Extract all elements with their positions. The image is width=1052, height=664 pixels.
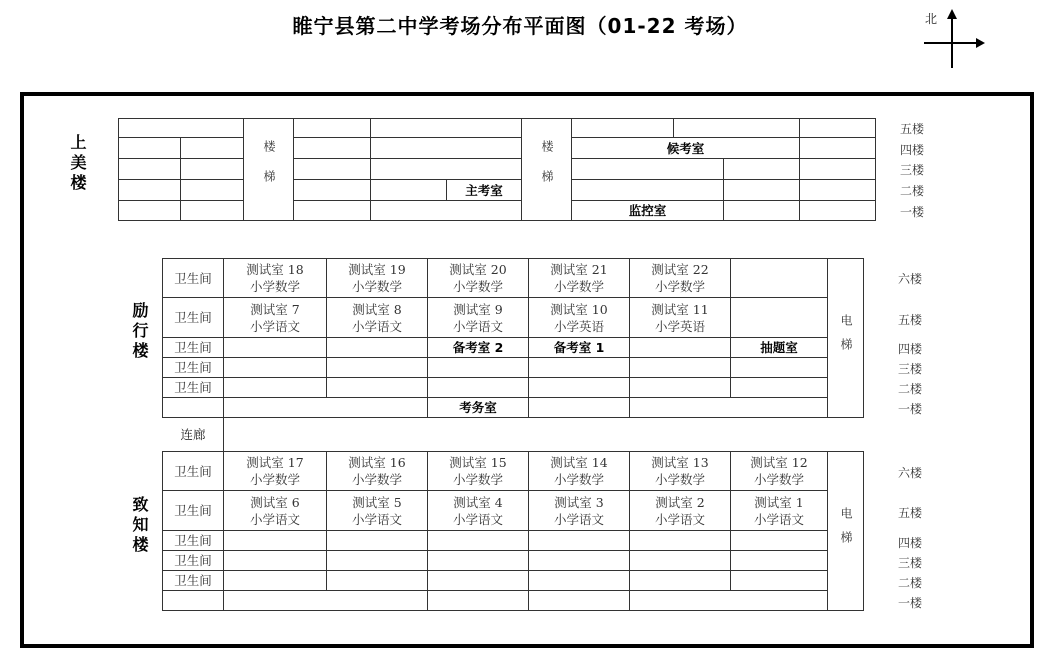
restroom: 卫生间: [162, 451, 224, 491]
compass-vertical-line: [951, 14, 953, 68]
room-name: 测试室 9: [453, 301, 503, 317]
room-subject: 小学英语: [654, 318, 705, 334]
room-name: 测试室 4: [453, 494, 503, 510]
building-label-lixing: 励行楼: [130, 302, 149, 362]
empty-room: [223, 590, 428, 611]
room-subject: 小学语文: [452, 318, 503, 334]
room-name: 测试室 6: [250, 494, 300, 510]
empty-room: [427, 570, 529, 591]
empty-room: [223, 550, 327, 571]
test-room: [427, 490, 529, 531]
room-subject: 小学数学: [452, 472, 503, 487]
test-room: [629, 297, 731, 338]
shangmei-cell: [293, 200, 371, 221]
room-subject: 小学英语: [553, 318, 604, 334]
empty-room: [629, 377, 731, 398]
floor-label: 五楼: [898, 506, 923, 520]
shangmei-cell: [799, 118, 876, 138]
empty-room: [629, 397, 828, 418]
floor-label: 五楼: [898, 313, 923, 327]
test-room: [427, 297, 529, 338]
empty-room: [326, 530, 428, 551]
north-label: 北: [925, 12, 938, 26]
shangmei-cell: [370, 118, 522, 138]
test-room: [223, 451, 327, 491]
room-subject: 小学数学: [351, 279, 402, 294]
shangmei-cell: [370, 137, 522, 159]
page-title: 睢宁县第二中学考场分布平面图（01-22 考场）: [292, 14, 748, 38]
empty-room: [326, 357, 428, 378]
test-room: [223, 490, 327, 531]
room-name: 测试室 14: [550, 455, 608, 470]
floor-label: 四楼: [900, 143, 925, 157]
empty-room: [629, 590, 828, 611]
room-subject: 小学数学: [753, 472, 804, 487]
room-subject: 小学语文: [351, 511, 402, 527]
shangmei-cell: [723, 200, 800, 221]
stairwell-east: 楼梯: [521, 118, 572, 221]
test-room: [223, 297, 327, 338]
shangmei-cell: [370, 179, 447, 201]
empty-room: [528, 530, 630, 551]
shangmei-cell: [293, 158, 371, 180]
empty-room: [528, 590, 630, 611]
room-subject: 小学语文: [249, 318, 300, 334]
empty-room: [427, 357, 529, 378]
shangmei-cell: [723, 179, 800, 201]
shangmei-cell: [118, 137, 181, 159]
shangmei-cell: [571, 118, 674, 138]
room-subject: 小学数学: [553, 472, 604, 487]
building-label-zhizhi: 致知楼: [130, 496, 149, 556]
shangmei-cell: [118, 158, 181, 180]
empty-room: [730, 297, 828, 338]
floor-label: 一楼: [898, 596, 923, 610]
empty-room: [528, 357, 630, 378]
room-subject: 小学语文: [351, 318, 402, 334]
floor-label: 五楼: [900, 122, 925, 136]
empty-room: [730, 550, 828, 571]
floor-label: 一楼: [900, 205, 925, 219]
question-draw-room: 抽题室: [730, 337, 828, 358]
building-label-shangmei: 上美楼: [68, 134, 87, 194]
corridor-label: 连廊: [180, 427, 206, 442]
empty-room: [162, 590, 224, 611]
empty-room: [223, 397, 428, 418]
room-subject: 小学数学: [654, 472, 705, 487]
shangmei-cell: [571, 158, 724, 180]
restroom: 卫生间: [162, 490, 224, 531]
shangmei-cell: [673, 118, 800, 138]
shangmei-cell: [370, 200, 522, 221]
shangmei-cell: [799, 137, 876, 159]
room-subject: 小学数学: [351, 472, 402, 487]
room-subject: 小学语文: [753, 511, 804, 527]
shangmei-cell: [293, 137, 371, 159]
room-name: 测试室 18: [246, 262, 304, 277]
floor-label: 二楼: [898, 576, 923, 590]
empty-room: [427, 550, 529, 571]
room-subject: 小学语文: [654, 511, 705, 527]
stairwell-west: 楼梯: [243, 118, 294, 221]
shangmei-cell: [118, 200, 181, 221]
empty-room: [528, 397, 630, 418]
shangmei-cell: [118, 179, 181, 201]
room-subject: 小学语文: [452, 511, 503, 527]
empty-room: [326, 377, 428, 398]
shangmei-cell: [118, 118, 244, 138]
room-name: 测试室 13: [651, 455, 709, 470]
test-room: [528, 490, 630, 531]
room-name: 测试室 16: [348, 455, 406, 470]
empty-room: [730, 570, 828, 591]
floor-label: 三楼: [898, 362, 923, 376]
restroom: 卫生间: [162, 530, 224, 551]
room-name: 测试室 2: [655, 494, 705, 510]
room-name: 测试室 20: [449, 262, 507, 277]
empty-room: [326, 570, 428, 591]
room-subject: 小学数学: [249, 472, 300, 487]
room-name: 测试室 21: [550, 262, 608, 277]
empty-room: [427, 377, 529, 398]
empty-room: [528, 377, 630, 398]
test-room: [730, 490, 828, 531]
empty-room: [326, 337, 428, 358]
shangmei-cell: [293, 179, 371, 201]
test-room: [326, 297, 428, 338]
empty-room: [427, 590, 529, 611]
room-subject: 小学语文: [249, 511, 300, 527]
east-arrow-icon: [976, 38, 985, 48]
floor-label: 三楼: [900, 163, 925, 177]
room-name: 测试室 11: [651, 301, 709, 317]
floor-label: 一楼: [898, 402, 923, 416]
floor-label: 三楼: [898, 556, 923, 570]
room-name: 测试室 10: [550, 301, 608, 317]
restroom: 卫生间: [162, 297, 224, 338]
room-name: 测试室 5: [352, 494, 402, 510]
empty-room: [730, 377, 828, 398]
room-subject: 小学数学: [654, 279, 705, 294]
floor-label: 四楼: [898, 342, 923, 356]
shangmei-cell: [180, 158, 244, 180]
test-room: [629, 451, 731, 491]
empty-room: [223, 377, 327, 398]
floor-label: 二楼: [898, 382, 923, 396]
restroom: 卫生间: [162, 258, 224, 298]
empty-room: [730, 357, 828, 378]
backup-room-2: 备考室 2: [427, 337, 529, 358]
floor-label: 六楼: [898, 272, 923, 286]
restroom: 卫生间: [162, 570, 224, 591]
shangmei-cell: [799, 200, 876, 221]
north-arrow-icon: [947, 9, 957, 19]
shangmei-cell: [293, 118, 371, 138]
floor-label: 二楼: [900, 184, 925, 198]
room-name: 测试室 19: [348, 262, 406, 277]
empty-room: [629, 570, 731, 591]
compass-horizontal-line: [924, 42, 980, 44]
room-name: 测试室 22: [651, 262, 709, 277]
room-name: 测试室 7: [250, 301, 300, 317]
room-name: 测试室 17: [246, 455, 304, 470]
test-room: [326, 258, 428, 298]
test-room: [528, 451, 630, 491]
room-name: 测试室 12: [750, 455, 808, 470]
empty-room: [629, 530, 731, 551]
test-room: [528, 297, 630, 338]
room-name: 测试室 3: [554, 494, 604, 510]
floor-label: 四楼: [898, 536, 923, 550]
test-room: [223, 258, 327, 298]
test-room: [427, 258, 529, 298]
test-room: [326, 490, 428, 531]
empty-room: [730, 530, 828, 551]
room-subject: 小学数学: [553, 279, 604, 294]
test-room: [730, 451, 828, 491]
floor-label: 六楼: [898, 466, 923, 480]
room-subject: 小学数学: [452, 279, 503, 294]
empty-room: [326, 550, 428, 571]
empty-room: [629, 550, 731, 571]
elevator-lixing: 电梯: [827, 258, 864, 418]
shangmei-cell: [370, 158, 522, 180]
restroom: 卫生间: [162, 357, 224, 378]
empty-room: [629, 357, 731, 378]
test-room: [528, 258, 630, 298]
monitor-room: 监控室: [571, 200, 724, 221]
backup-room-1: 备考室 1: [528, 337, 630, 358]
empty-room: [528, 550, 630, 571]
empty-room: [223, 530, 327, 551]
elevator-zhizhi: 电梯: [827, 451, 864, 611]
room-subject: 小学数学: [249, 279, 300, 294]
test-room: [326, 451, 428, 491]
empty-room: [427, 530, 529, 551]
shangmei-cell: [799, 158, 876, 180]
shangmei-cell: [799, 179, 876, 201]
waiting-room: 候考室: [571, 137, 800, 159]
empty-room: [629, 337, 731, 358]
room-name: 测试室 15: [449, 455, 507, 470]
restroom: 卫生间: [162, 377, 224, 398]
empty-room: [223, 337, 327, 358]
test-room: [427, 451, 529, 491]
empty-room: [162, 397, 224, 418]
empty-room: [223, 357, 327, 378]
shangmei-cell: [571, 179, 724, 201]
room-name: 测试室 1: [754, 494, 804, 510]
shangmei-cell: [723, 158, 800, 180]
corridor: [223, 417, 864, 452]
empty-room: [223, 570, 327, 591]
room-name: 测试室 8: [352, 301, 402, 317]
restroom: 卫生间: [162, 337, 224, 358]
test-room: [629, 490, 731, 531]
exam-affairs-room: 考务室: [427, 397, 529, 418]
empty-room: [528, 570, 630, 591]
shangmei-cell: [180, 200, 244, 221]
test-room: [629, 258, 731, 298]
shangmei-cell: [180, 137, 244, 159]
room-subject: 小学语文: [553, 511, 604, 527]
restroom: 卫生间: [162, 550, 224, 571]
shangmei-cell: [180, 179, 244, 201]
main-exam-room: 主考室: [446, 179, 522, 201]
empty-room: [730, 258, 828, 298]
